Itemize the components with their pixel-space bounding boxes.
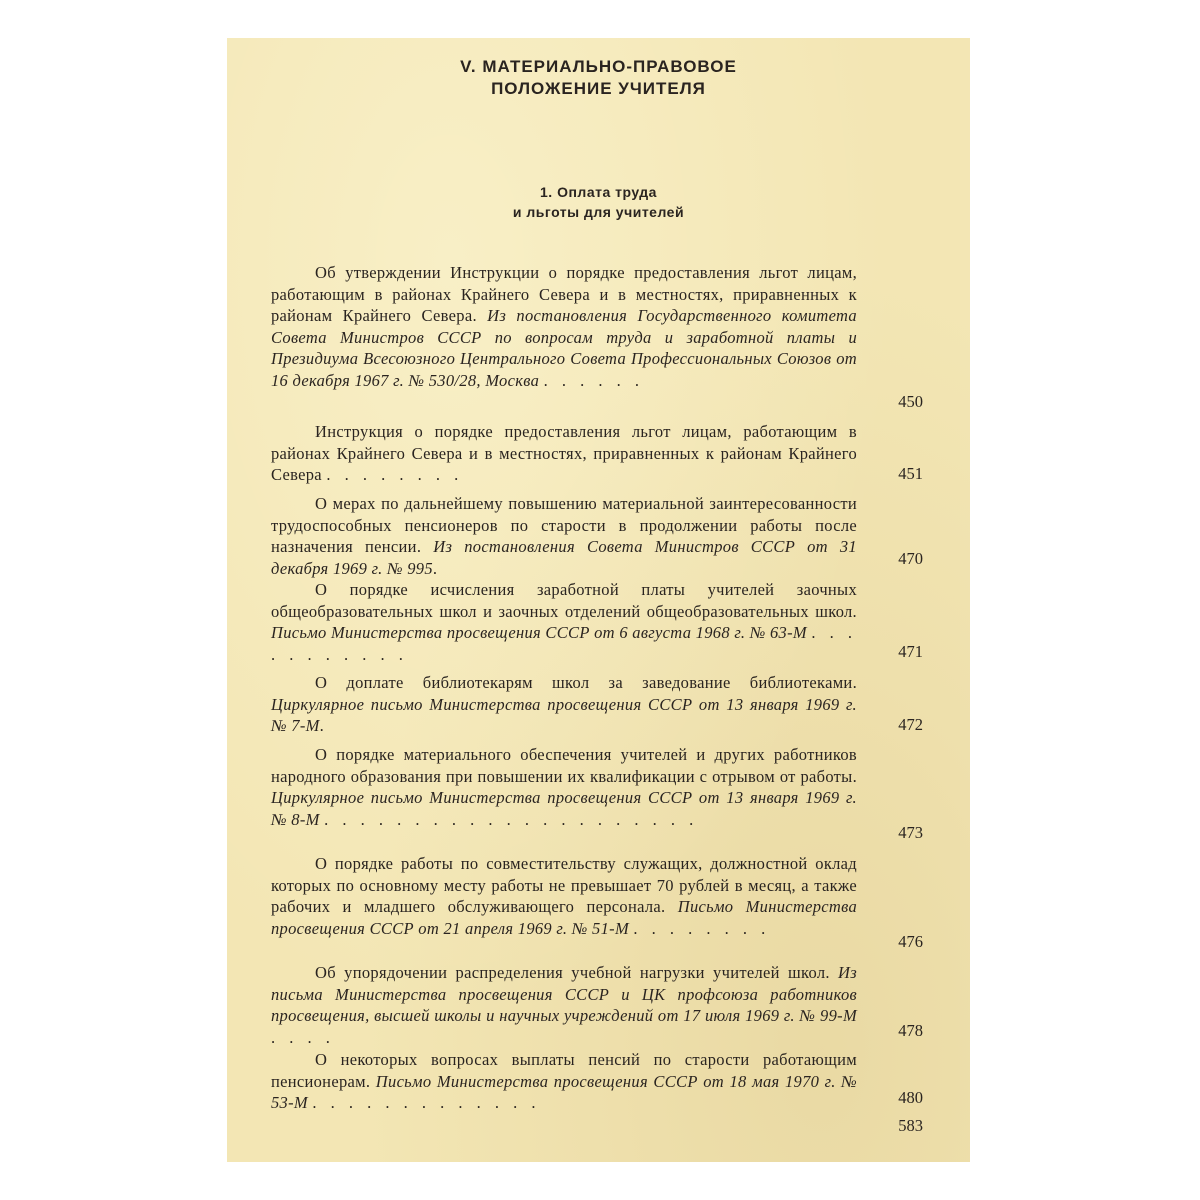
entry-title: Об утверждении Инструкции о порядке предоставления льгот лицам, работающим в районах Крайнего Севера и в местностях, приравненных к районам Крайнего Севера. xyxy=(271,263,857,325)
toc-entry xyxy=(271,579,857,665)
entry-source: Из постановления Государственного комитета Совета Министров СССР по вопросам труда и заработной платы и Президиума Всесоюзного Центрального Совета Профессиональных Союзов от 16 декабря 1967 г. № 530/28, Москва xyxy=(271,306,857,390)
section-title xyxy=(227,182,970,222)
entry-title: О порядке исчисления заработной платы учителей заочных общеобразовательных школ и заочных отделений общеобразовательных школ. xyxy=(271,580,857,621)
entry-title: О порядке материального обеспечения учителей и других работников народного образования при повышении их квалификации с отрывом от работы. xyxy=(271,745,857,786)
leader-dots: . xyxy=(319,716,325,735)
page-number: 478 xyxy=(898,1021,923,1040)
entry-source: Письмо Министерства просвещения СССР от 21 апреля 1969 г. № 51-М xyxy=(271,897,857,938)
leader-dots: . . . . . . . . xyxy=(326,465,464,484)
toc-entry xyxy=(271,493,857,579)
entry-title: О мерах по дальнейшему повышению материальной заинтересованности трудоспособных пенсионеров по старости в продолжении работы после назначения пенсии. xyxy=(271,494,857,556)
leader-dots: . . . . . . . . . . . xyxy=(271,623,857,664)
chapter-title xyxy=(227,56,970,100)
page-number: 473 xyxy=(898,823,923,842)
toc-entry xyxy=(271,744,857,830)
page-number: 472 xyxy=(898,715,923,734)
section-title-line-1: 1. Оплата труда xyxy=(540,184,657,200)
entry-title: О порядке работы по совместительству служащих, должностной оклад которых по основному месту работы не превышает 70 рублей в месяц, а также рабочих и младшего обслуживающего персонала. xyxy=(271,854,857,916)
page-number: 470 xyxy=(898,549,923,568)
entry-source: Циркулярное письмо Министерства просвещения СССР от 13 января 1969 г. № 7-М xyxy=(271,694,857,735)
entry-source: Из письма Министерства просвещения СССР и ЦК профсоюза работников просвещения, высшей школы и научных учреждений от 17 июля 1969 г. № 99-М xyxy=(271,963,857,1025)
chapter-title-line-2: ПОЛОЖЕНИЕ УЧИТЕЛЯ xyxy=(491,79,706,98)
toc-entry xyxy=(271,962,857,1048)
toc-entry xyxy=(271,1049,857,1114)
leader-dots: . xyxy=(432,558,438,578)
page-number: 476 xyxy=(898,932,923,951)
toc-entry xyxy=(271,262,857,391)
page-number: 450 xyxy=(898,392,923,411)
leader-dots: . . . . xyxy=(271,1027,335,1047)
page-number: 480 xyxy=(898,1088,923,1107)
leader-dots: . . . . . . xyxy=(543,370,644,390)
page-number: 451 xyxy=(898,464,923,483)
entry-source: Циркулярное письмо Министерства просвещения СССР от 13 января 1969 г. № 8-М xyxy=(271,788,857,829)
section-title-line-2: и льготы для учителей xyxy=(512,204,685,220)
entry-title: О некоторых вопросах выплаты пенсий по старости работающим пенсионерам. xyxy=(271,1050,857,1091)
entry-source: Письмо Министерства просвещения СССР от 6 августа 1968 г. № 63-М xyxy=(271,623,807,642)
folio-page-number: 583 xyxy=(898,1116,923,1135)
entry-title: Инструкция о порядке предоставления льгот лицам, работающим в районах Крайнего Севера и в местностях, приравненных к районам Крайнего Севера xyxy=(271,422,857,484)
entry-title: О доплате библиотекарям школ за заведование библиотеками. xyxy=(315,673,857,692)
entry-title: Об упорядочении распределения учебной нагрузки учителей школ. xyxy=(315,963,839,982)
chapter-title-line-1: V. МАТЕРИАЛЬНО-ПРАВОВОЕ xyxy=(460,57,737,76)
leader-dots: . . . . . . . . . . . . . . . . . . . . . xyxy=(324,809,699,829)
toc-entry xyxy=(271,421,857,486)
entry-source: Из постановления Совета Министров СССР от 31 декабря 1969 г. № 995 xyxy=(271,537,857,578)
page-number: 471 xyxy=(898,642,923,661)
leader-dots: . . . . . . . . xyxy=(633,918,771,938)
toc-entry xyxy=(271,672,857,737)
leader-dots: . . . . . . . . . . . . . xyxy=(312,1093,541,1112)
book-page xyxy=(227,38,970,1162)
entry-source: Письмо Министерства просвещения СССР от 18 мая 1970 г. № 53-М xyxy=(271,1071,857,1112)
toc-entry xyxy=(271,853,857,939)
